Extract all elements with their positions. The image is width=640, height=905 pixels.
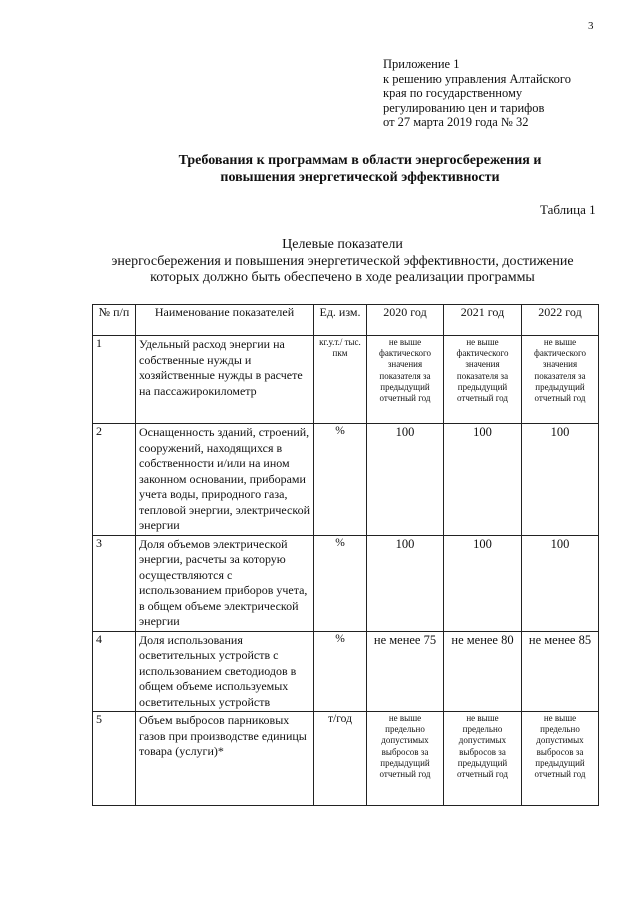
value-2022: не выше предельно допустимых выбросов за предыдущий отчетный год xyxy=(522,712,599,806)
value-2022: 100 xyxy=(522,535,599,631)
requirements-table xyxy=(92,304,599,806)
header-2022: 2022 год xyxy=(522,305,599,336)
unit-cell: % xyxy=(314,424,367,536)
header-num: № п/п xyxy=(93,305,136,336)
value-2020: не менее 75 xyxy=(367,631,444,712)
targets-title-line: энергосбережения и повышения энергетической эффективности, достижение xyxy=(111,253,574,269)
table-row xyxy=(93,535,599,631)
page-number: 3 xyxy=(588,20,594,32)
row-number: 3 xyxy=(93,535,136,631)
appendix-line: Приложение 1 xyxy=(383,57,460,71)
table-row xyxy=(93,424,599,536)
unit-cell: % xyxy=(314,535,367,631)
value-2021: не выше предельно допустимых выбросов за предыдущий отчетный год xyxy=(444,712,522,806)
table-row xyxy=(93,631,599,712)
value-2021: не менее 80 xyxy=(444,631,522,712)
appendix-header xyxy=(383,57,571,130)
value-2022: не менее 85 xyxy=(522,631,599,712)
targets-title xyxy=(60,237,625,287)
targets-title-line: Целевые показатели xyxy=(282,237,403,252)
row-number: 1 xyxy=(93,336,136,424)
value-2022: 100 xyxy=(522,424,599,536)
header-name: Наименование показателей xyxy=(136,305,314,336)
table-header-row xyxy=(93,305,599,336)
row-number: 4 xyxy=(93,631,136,712)
indicator-name: Удельный расход энергии на собственные нужды и хозяйственные нужды в расчете на пассажирокилометр xyxy=(136,336,314,424)
header-2021: 2021 год xyxy=(444,305,522,336)
indicator-name: Объем выбросов парниковых газов при производстве единицы товара (услуги)* xyxy=(136,712,314,806)
value-2022: не выше фактического значения показателя за предыдущий отчетный год xyxy=(522,336,599,424)
appendix-line: регулированию цен и тарифов xyxy=(383,100,545,115)
value-2020: 100 xyxy=(367,535,444,631)
document-title xyxy=(100,152,620,186)
header-2020: 2020 год xyxy=(367,305,444,336)
unit-cell: % xyxy=(314,631,367,712)
appendix-line: от 27 марта 2019 года № 32 xyxy=(383,115,529,129)
document-title-line: повышения энергетической эффективности xyxy=(220,170,500,185)
table-label: Таблица 1 xyxy=(540,202,596,217)
indicator-name: Доля использования осветительных устройств с использованием светодиодов в общем объеме используемых осветительных устройств xyxy=(136,631,314,712)
row-number: 2 xyxy=(93,424,136,536)
indicator-name: Доля объемов электрической энергии, расчеты за которую осуществляются с использованием приборов учета, в общем объеме электрической энергии xyxy=(136,535,314,631)
value-2021: 100 xyxy=(444,424,522,536)
unit-cell: т/год xyxy=(314,712,367,806)
value-2020: не выше фактического значения показателя за предыдущий отчетный год xyxy=(367,336,444,424)
value-2021: не выше фактического значения показателя за предыдущий отчетный год xyxy=(444,336,522,424)
row-number: 5 xyxy=(93,712,136,806)
indicator-name: Оснащенность зданий, строений, сооружений, находящихся в собственности и/или на ином законном основании, приборами учета воды, природного газа, тепловой энергии, электрической энергии xyxy=(136,424,314,536)
targets-title-line: которых должно быть обеспечено в ходе реализации программы xyxy=(150,270,535,285)
table-row xyxy=(93,712,599,806)
document-title-line: Требования к программам в области энергосбережения и xyxy=(178,153,542,168)
value-2020: не выше предельно допустимых выбросов за предыдущий отчетный год xyxy=(367,712,444,806)
table-row xyxy=(93,336,599,424)
value-2021: 100 xyxy=(444,535,522,631)
header-unit: Ед. изм. xyxy=(314,305,367,336)
appendix-line: к решению управления Алтайского xyxy=(383,71,571,86)
appendix-line: края по государственному xyxy=(383,86,523,100)
value-2020: 100 xyxy=(367,424,444,536)
unit-cell: кг.у.т./ тыс. пкм xyxy=(314,336,367,424)
